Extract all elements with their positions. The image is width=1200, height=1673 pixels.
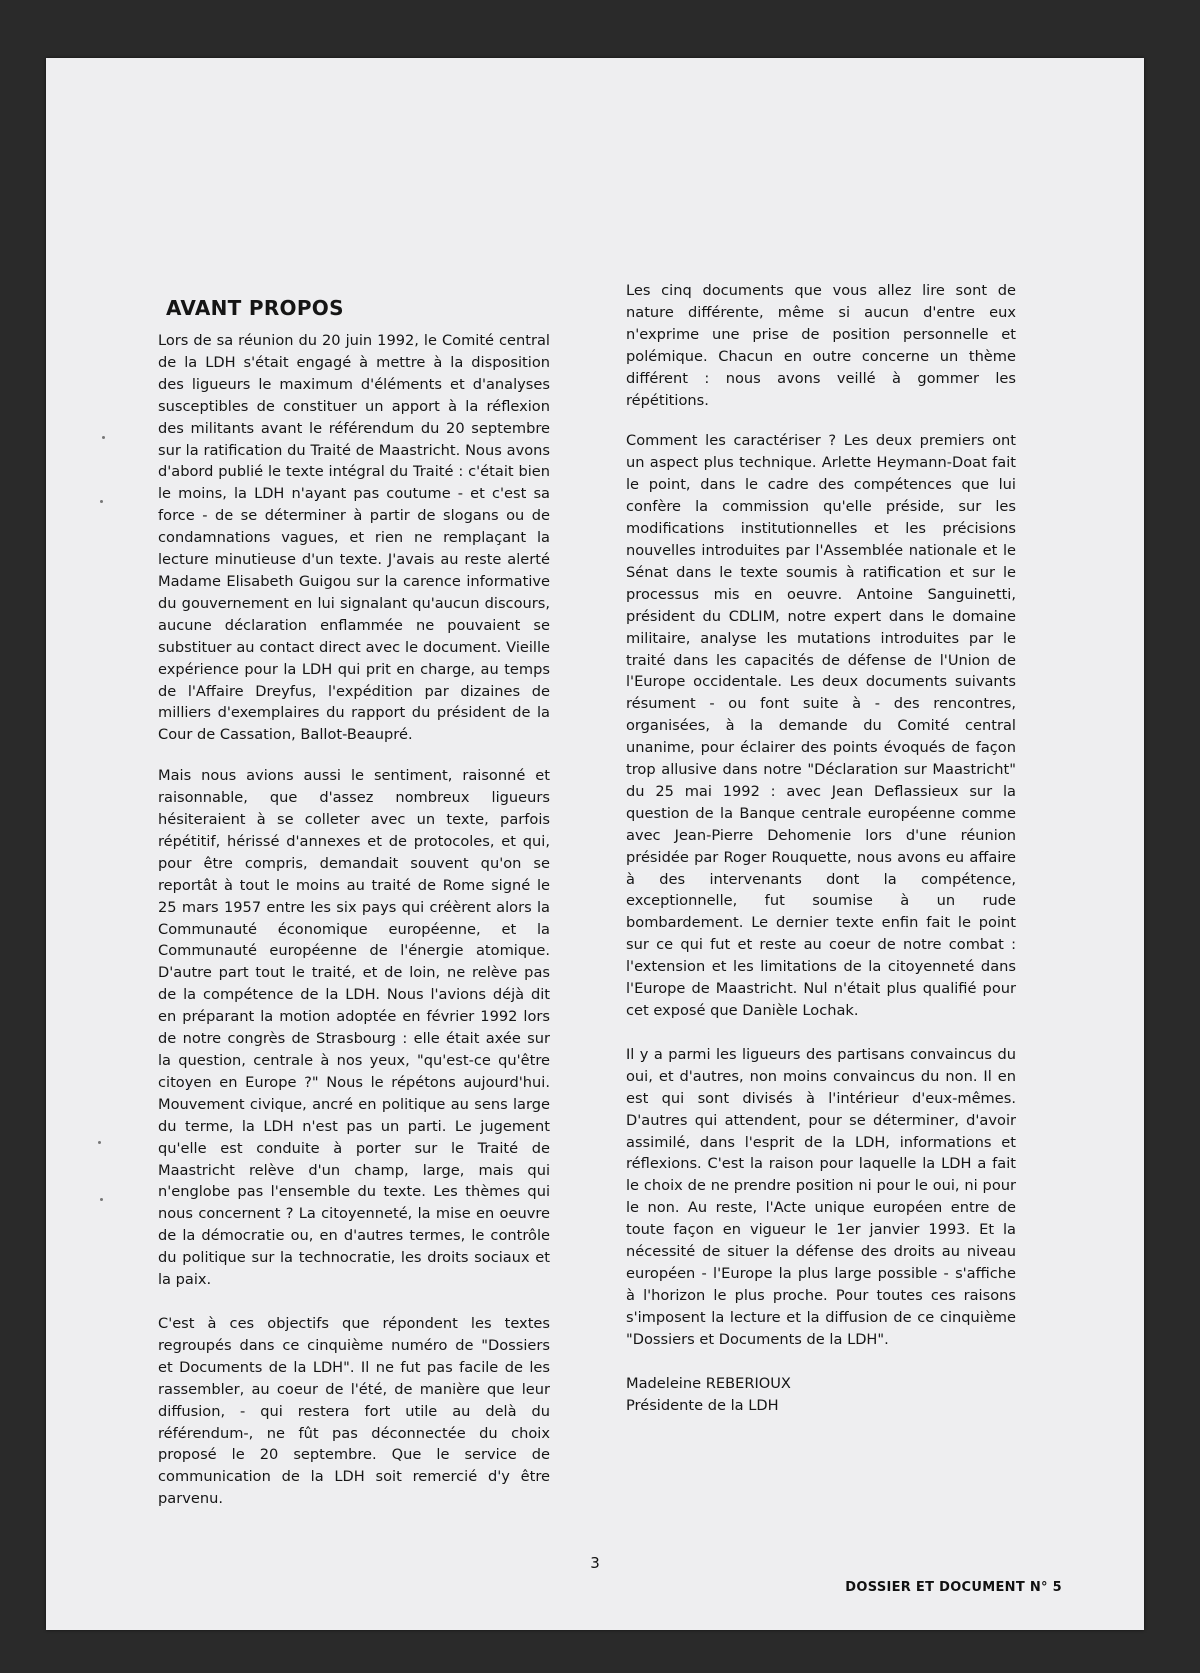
left-column xyxy=(158,294,550,1510)
page-title: AVANT PROPOS xyxy=(166,296,344,320)
signature-role: Présidente de la LDH xyxy=(626,1396,779,1414)
paragraph: Mais nous avions aussi le sentiment, raisonné et raisonnable, que d'assez nombreux ligueurs hésiteraient à se colleter avec un texte, parfois répétitif, hérissé d'annexes et de protocoles, et qui, pour être compris, demandait souvent qu'on se reportât à tout le moins au traité de Rome signé le 25 mars 1957 entre les six pays qui créèrent alors la Communauté économique européenne, et la Communauté européenne de l'énergie atomique. D'autre part tout le traité, et de loin, ne relève pas de la compétence de la LDH. Nous l'avions déjà dit en préparant la motion adoptée en février 1992 lors de notre congrès de Strasbourg : elle était axée sur la question, centrale à nos yeux, "qu'est-ce qu'être citoyen en Europe ?" Nous le répétons aujourd'hui. Mouvement civique, ancré en politique au sens large du terme, la LDH n'est pas un parti. Le jugement qu'elle est conduite à porter sur le Traité de Maastricht relève d'un champ, large, mais qui n'englobe pas l'ensemble du texte. Les thèmes qui nous concernent ? La citoyenneté, la mise en oeuvre de la démocratie ou, en d'autres termes, le contrôle du politique sur la technocratie, les droits sociaux et la paix. xyxy=(158,767,550,1289)
footer-label: DOSSIER ET DOCUMENT N° 5 xyxy=(845,1580,1062,1595)
page-number: 3 xyxy=(590,1554,600,1572)
signature-name: Madeleine REBERIOUX xyxy=(626,1374,791,1392)
paragraph: Comment les caractériser ? Les deux premiers ont un aspect plus technique. Arlette Heymann-Doat fait le point, dans le cadre des compétences que lui confère la commission qu'elle préside, sur les modifications institutionnelles et les précisions nouvelles introduites par l'Assemblée nationale et le Sénat dans le texte soumis à ratification et sur le processus mis en oeuvre. Antoine Sanguinetti, président du CDLIM, notre expert dans le domaine militaire, analyse les mutations introduites par le traité dans les capacités de défense de l'Union de l'Europe occidentale. Les deux documents suivants résument - ou font suite à - des rencontres, organisées, à la demande du Comité central unanime, pour éclairer des points évoqués de façon trop allusive dans notre "Déclaration sur Maastricht" du 25 mai 1992 : avec Jean Deflassieux sur la question de la Banque centrale européenne comme avec Jean-Pierre Dehomenie lors d'une réunion présidée par Roger Rouquette, nous avons eu affaire à des intervenants dont la compétence, exceptionnelle, fut soumise à un rude bombardement. Le dernier texte enfin fait le point sur ce qui fut et reste au coeur de notre combat : l'extension et les limitations de la citoyenneté dans l'Europe de Maastricht. Nul n'était plus qualifié pour cet exposé que Danièle Lochak. xyxy=(626,432,1016,1019)
right-column xyxy=(626,280,1016,1416)
scan-speck xyxy=(100,1198,103,1201)
document-page xyxy=(46,58,1144,1630)
paragraph: C'est à ces objectifs que répondent les textes regroupés dans ce cinquième numéro de "Dossiers et Documents de la LDH". Il ne fut pas facile de les rassembler, au coeur de l'été, de manière que leur diffusion, - qui restera fort utile au delà du référendum-, ne fût pas déconnectée du choix proposé le 20 septembre. Que le service de communication de la LDH soit remercié d'y être parvenu. xyxy=(158,1314,550,1508)
scan-speck xyxy=(102,436,105,439)
signature xyxy=(626,1373,1016,1417)
paragraph: Lors de sa réunion du 20 juin 1992, le Comité central de la LDH s'était engagé à mettre à la disposition des ligueurs le maximum d'éléments et d'analyses susceptibles de constituer un apport à la réflexion des militants avant le référendum du 20 septembre sur la ratification du Traité de Maastricht. Nous avons d'abord publié le texte intégral du Traité : c'était bien le moins, la LDH n'ayant pas coutume - et c'est sa force - de se déterminer à partir de slogans ou de condamnations vagues, et rien ne remplaçant la lecture minutieuse d'un texte. J'avais au reste alerté Madame Elisabeth Guigou sur la carence informative du gouvernement en lui signalant qu'aucun discours, aucune déclaration enflammée ne pouvaient se substituer au contact direct avec le document. Vieille expérience pour la LDH qui prit en charge, au temps de l'Affaire Dreyfus, l'expédition par dizaines de milliers d'exemplaires du rapport du président de la Cour de Cassation, Ballot-Beaupré. xyxy=(158,332,550,744)
paragraph: Les cinq documents que vous allez lire sont de nature différente, même si aucun d'entre eux n'exprime une prise de position personnelle et polémique. Chacun en outre concerne un thème différent : nous avons veillé à gommer les répétitions. xyxy=(626,282,1016,409)
scan-speck xyxy=(98,1141,101,1144)
paragraph: Il y a parmi les ligueurs des partisans convaincus du oui, et d'autres, non moins convaincus du non. Il en est qui sont divisés à l'intérieur d'eux-mêmes. D'autres qui attendent, pour se déterminer, d'avoir assimilé, dans l'esprit de la LDH, informations et réflexions. C'est la raison pour laquelle la LDH a fait le choix de ne prendre position ni pour le oui, ni pour le non. Au reste, l'Acte unique européen entre de toute façon en vigueur le 1er janvier 1993. Et la nécessité de situer la défense des droits au niveau européen - l'Europe la plus large possible - s'affiche à l'horizon le plus proche. Pour toutes ces raisons s'imposent la lecture et la diffusion de ce cinquième "Dossiers et Documents de la LDH". xyxy=(626,1045,1016,1348)
scan-speck xyxy=(100,500,103,503)
